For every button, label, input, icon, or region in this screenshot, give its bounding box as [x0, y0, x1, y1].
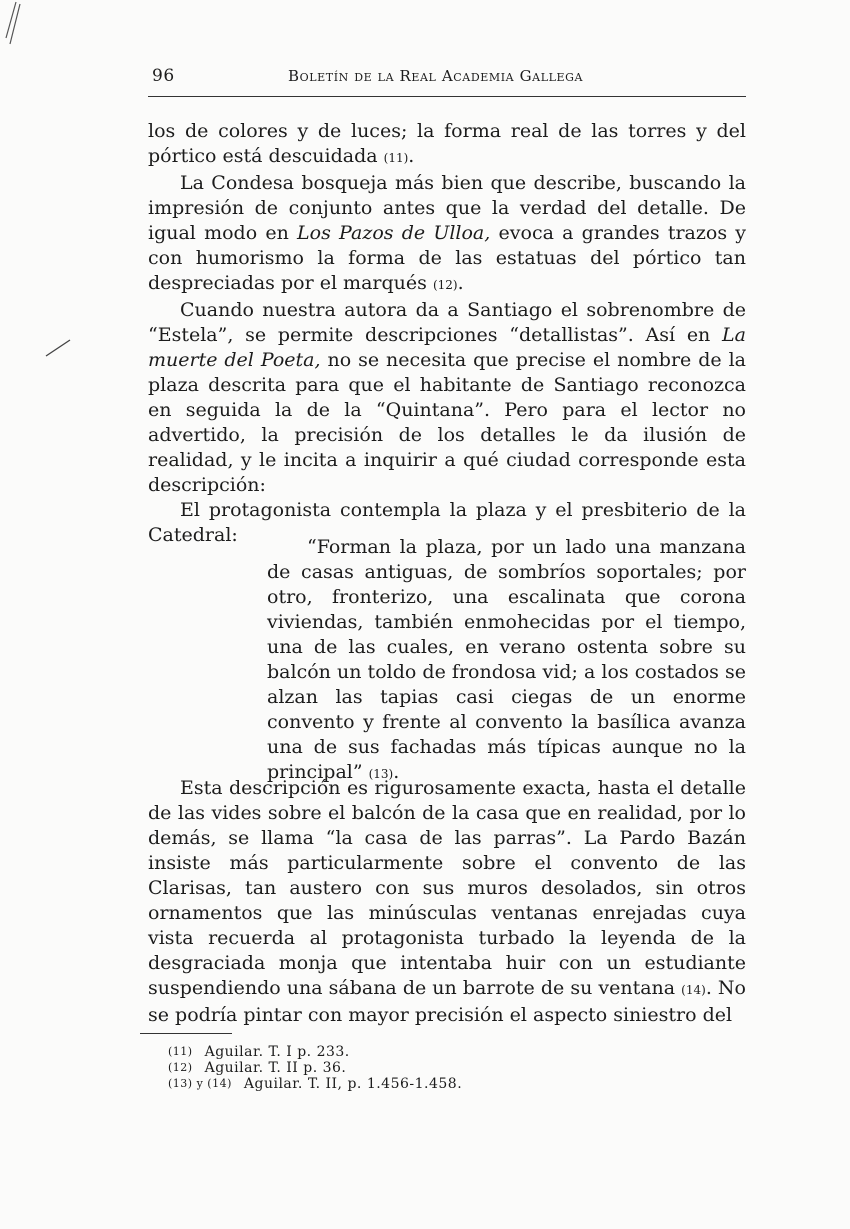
- block-quote: [267, 535, 746, 787]
- title-los-pazos: Los Pazos de Ulloa,: [297, 222, 491, 244]
- footnote-text: Aguilar. T. II, p. 1.456-1.458.: [243, 1076, 463, 1092]
- title-la-muerte-del-poeta: La muerte del Poeta,: [148, 324, 746, 371]
- paragraph-5: Esta descripción es rigurosamente exacta, hasta el detalle de las vides sobre el balcón de la casa que en realidad, por lo demás, se llama “la casa de las parras”. La Pardo Bazán insiste más particularmente sobre el convento de las Clarisas, tan austero con sus muros desolados, sin otros ornamentos que las minúsculas ventanas enrejadas cuya vista recuerda al protagonista turbado la leyenda de la desgraciada monja que intentaba huir con un estudiante suspendiendo una sábana de un barrote de su ventana (14). No se podría pintar con mayor precisión el aspecto siniestro del: [148, 777, 746, 1026]
- footnote: [168, 1060, 668, 1076]
- footnote-number: (11): [168, 1045, 193, 1058]
- footnote-ref-13: (13): [368, 767, 394, 781]
- page-number: 96: [152, 66, 175, 86]
- body-text-lower: [148, 776, 746, 1028]
- scan-artifact-mark: [2, 0, 24, 46]
- body-text-upper: [148, 119, 746, 548]
- footnote: [168, 1044, 668, 1060]
- paragraph-4: El protagonista contempla la plaza y el presbiterio de la Catedral:: [148, 499, 746, 546]
- footnote-number: (13) y (14): [168, 1077, 232, 1090]
- running-head: Boletín de la Real Academia Gallega: [288, 67, 584, 85]
- footnotes: [168, 1044, 668, 1092]
- page-header: [148, 66, 746, 90]
- footnote-ref-12: (12): [432, 278, 458, 292]
- quote-text: “Forman la plaza, por un lado una manzana de casas antiguas, de sombríos soportales; por otro, fronterizo, una escalinata que corona viviendas, también enmohecidas por el tiempo, una de las cuales, en verano ostenta sobre su balcón un toldo de frondosa vid; a los costados se alzan las tapias casi ciegas de un enorme convento y frente al convento la basílica avanza una de sus fachadas más típicas aunque no la principal” (13).: [267, 536, 746, 783]
- footnote-ref-14: (14): [681, 983, 706, 997]
- paragraph-1: los de colores y de luces; la forma real de las torres y del pórtico está descuidada (11).: [148, 120, 746, 167]
- footnote-rule: [140, 1033, 232, 1034]
- footnote-ref-11: (11): [383, 151, 409, 165]
- paragraph-2: La Condesa bosqueja más bien que describe, buscando la impresión de conjunto antes que la verdad del detalle. De igual modo en Los Pazos de Ulloa, evoca a grandes trazos y con humorismo la forma de las estatuas del pórtico tan despreciadas por el marqués (12).: [148, 172, 747, 294]
- header-rule: [148, 96, 746, 97]
- footnote-text: Aguilar. T. II p. 36.: [204, 1060, 347, 1076]
- footnote-text: Aguilar. T. I p. 233.: [204, 1044, 350, 1060]
- footnote-number: (12): [168, 1061, 193, 1074]
- margin-pencil-mark: [44, 336, 72, 358]
- footnote: [168, 1076, 668, 1092]
- paragraph-3: Cuando nuestra autora da a Santiago el sobrenombre de “Estela”, se permite descripciones “detallistas”. Así en La muerte del Poeta, no se necesita que precise el nombre de la plaza descrita para que el habitante de Santiago reconozca en seguida la de la “Quintana”. Pero para el lector no advertido, la precisión de los detalles le da ilusión de realidad, y le incita a inquirir a qué ciudad corresponde esta descripción:: [148, 299, 746, 496]
